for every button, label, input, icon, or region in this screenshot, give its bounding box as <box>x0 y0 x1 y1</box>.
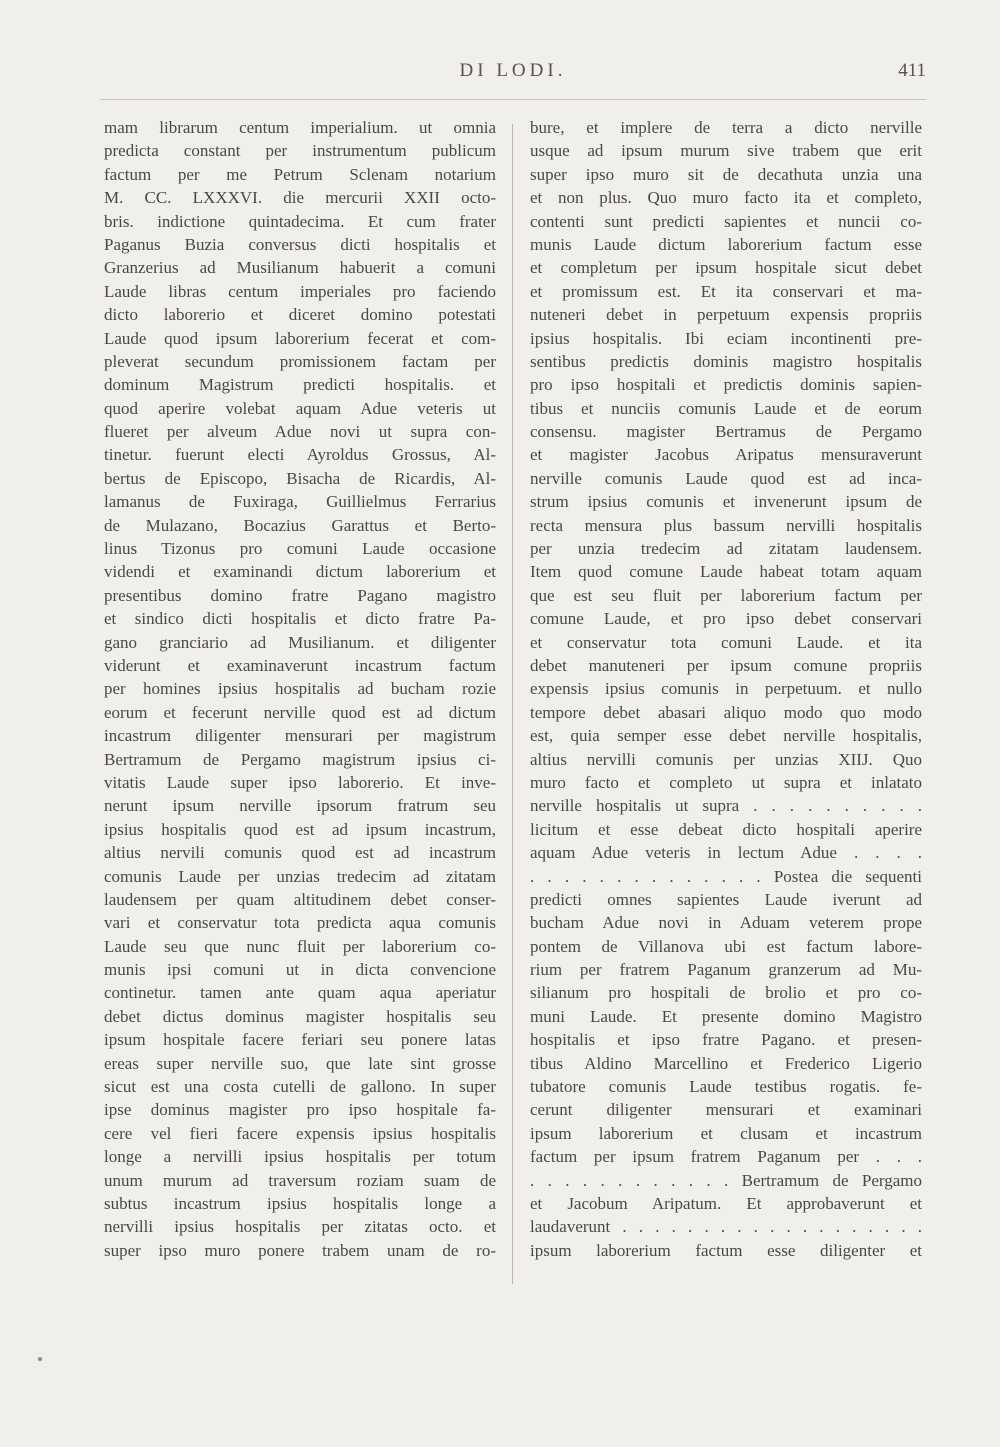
text-line: super ipso muro ponere trabem unam de ro- <box>104 1240 496 1260</box>
text-line: hospitalis et ipso fratre Pagano. et presen- <box>530 1030 922 1050</box>
text-line: nerunt ipsum nerville ipsorum fratrum seu <box>104 796 496 816</box>
text-line: et non plus. Quo muro facto ita et completo, <box>530 188 922 208</box>
text-line: comune Laude, et pro ipso debet conservari <box>530 609 922 629</box>
text-line: tubatore comunis Laude testibus rogatis. fe- <box>530 1077 922 1097</box>
text-line: et completum per ipsum hospitale sicut debet <box>530 258 922 278</box>
text-line: et magister Jacobus Aripatus mensuraverunt <box>530 445 922 465</box>
header-rule <box>100 99 926 100</box>
text-line: ipse dominus magister pro ipso hospitale fa- <box>104 1100 496 1120</box>
text-line: per homines ipsius hospitalis ad bucham rozie <box>104 679 496 699</box>
text-line: factum per me Petrum Sclenam notarium <box>104 164 496 184</box>
text-line: super ipso muro sit de decathuta unzia una <box>530 164 922 184</box>
column-divider <box>512 124 513 1284</box>
text-line: cerunt diligenter mensurari et examinari <box>530 1100 922 1120</box>
text-line: bris. indictione quintadecima. Et cum frater <box>104 211 496 231</box>
text-line: ipsum laborerium et clusam et incastrum <box>530 1123 922 1143</box>
text-line: et sindico dicti hospitalis et dicto fratre Pa- <box>104 609 496 629</box>
text-line: predicti omnes sapientes Laude iverunt ad <box>530 889 922 909</box>
text-line: Laude libras centum imperiales pro faciendo <box>104 281 496 301</box>
text-line: altius nervilli comunis per unzias XIIJ. Quo <box>530 749 922 769</box>
text-line: viderunt et examinaverunt incastrum factum <box>104 655 496 675</box>
text-line: sentibus predictis dominis magistro hospitalis <box>530 351 922 371</box>
text-line: M. CC. LXXXVI. die mercurii XXII octo- <box>104 188 496 208</box>
text-line: pleverat secundum promissionem factam per <box>104 351 496 371</box>
paper-speck <box>38 1357 42 1361</box>
text-line: nerville hospitalis ut supra . . . . . . . . . . <box>530 796 922 816</box>
text-line: et promissum est. Et ita conservari et ma- <box>530 281 922 301</box>
text-line: et Jacobum Aripatum. Et approbaverunt et <box>530 1193 922 1213</box>
text-line: longe a nervilli ipsius hospitalis per totum <box>104 1147 496 1167</box>
text-line: laudaverunt . . . . . . . . . . . . . . . . . . . <box>530 1217 922 1237</box>
text-line: gano granciario ad Musilianum. et diligenter <box>104 632 496 652</box>
text-line: dicto laborerio et diceret domino potestati <box>104 305 496 325</box>
text-line: flueret per alveum Adue novi ut supra con- <box>104 422 496 442</box>
text-line: Laude quod ipsum laborerium fecerat et com- <box>104 328 496 348</box>
text-line: est, quia semper esse debet nerville hospitalis, <box>530 726 922 746</box>
text-line: . . . . . . . . . . . . Bertramum de Pergamo <box>530 1170 922 1190</box>
text-line: muro facto et completo ut supra et inlatato <box>530 772 922 792</box>
text-line: licitum et esse debeat dicto hospitali aperire <box>530 819 922 839</box>
text-line: nervilli ipsius hospitalis per zitatas octo. et <box>104 1217 496 1237</box>
text-line: contenti sunt predicti sapientes et nuncii co- <box>530 211 922 231</box>
text-line: expensis ipsius comunis in perpetuum. et nullo <box>530 679 922 699</box>
text-line: de Mulazano, Bocazius Garattus et Berto- <box>104 515 496 535</box>
page-header <box>100 60 926 90</box>
text-line: continetur. tamen ante quam aqua aperiatur <box>104 983 496 1003</box>
text-line: laudensem per quam altitudinem debet conser- <box>104 889 496 909</box>
text-line: silianum pro hospitali de brolio et pro co- <box>530 983 922 1003</box>
text-line: ipsum hospitale facere feriari seu ponere latas <box>104 1030 496 1050</box>
text-line: quod aperire volebat aquam Adue veteris ut <box>104 398 496 418</box>
text-line: Item quod comune Laude habeat totam aquam <box>530 562 922 582</box>
text-line: Paganus Buzia conversus dicti hospitalis et <box>104 234 496 254</box>
text-line: que est seu fluit per laborerium factum per <box>530 585 922 605</box>
text-line: nerville comunis Laude quod est ad inca- <box>530 468 922 488</box>
text-line: ipsum laborerium factum esse diligenter et <box>530 1240 922 1260</box>
text-line: munis ipsi comuni ut in dicta convencione <box>104 960 496 980</box>
text-line: Laude seu que nunc fluit per laborerium co- <box>104 936 496 956</box>
text-line: linus Tizonus pro comuni Laude occasione <box>104 539 496 559</box>
text-line: unum murum ad traversum roziam suam de <box>104 1170 496 1190</box>
text-line: rium per fratrem Paganum granzerum ad Mu- <box>530 960 922 980</box>
text-line: altius nervili comunis quod est ad incastrum <box>104 843 496 863</box>
text-line: strum ipsius comunis et invenerunt ipsum de <box>530 492 922 512</box>
text-line: usque ad ipsum murum sive trabem que erit <box>530 141 922 161</box>
right-column <box>530 116 922 1262</box>
text-line: vari et conservatur tota predicta aqua comunis <box>104 913 496 933</box>
text-line: bure, et implere de terra a dicto nerville <box>530 118 922 137</box>
text-line: debet manuteneri per ipsum comune propriis <box>530 655 922 675</box>
text-line: incastrum diligenter mensurari per magistrum <box>104 726 496 746</box>
text-line: cere vel fieri facere expensis ipsius hospitalis <box>104 1123 496 1143</box>
text-line: tinetur. fuerunt electi Ayroldus Grossus, Al- <box>104 445 496 465</box>
text-line: . . . . . . . . . . . . . . Postea die sequenti <box>530 866 922 886</box>
text-line: per unzia tredecim ad zitatam laudensem. <box>530 539 922 559</box>
text-line: bertus de Episcopo, Bisacha de Ricardis, Al- <box>104 468 496 488</box>
text-line: bucham Adue novi in Aduam veterem prope <box>530 913 922 933</box>
text-line: Granzerius ad Musilianum habuerit a comuni <box>104 258 496 278</box>
text-line: mam librarum centum imperialium. ut omnia <box>104 118 496 137</box>
text-line: recta mensura plus bassum nervilli hospitalis <box>530 515 922 535</box>
text-line: muni Laude. Et presente domino Magistro <box>530 1006 922 1026</box>
left-column <box>104 116 496 1262</box>
page-number: 411 <box>898 60 926 81</box>
text-line: predicta constant per instrumentum publicum <box>104 141 496 161</box>
text-line: subtus incastrum ipsius hospitalis longe a <box>104 1193 496 1213</box>
text-line: vitatis Laude super ipso laborerio. Et inve- <box>104 772 496 792</box>
text-line: debet dictus dominus magister hospitalis seu <box>104 1006 496 1026</box>
text-line: pontem de Villanova ubi est factum labore- <box>530 936 922 956</box>
text-line: dominum Magistrum predicti hospitalis. et <box>104 375 496 395</box>
running-head: DI LODI. <box>459 60 567 81</box>
text-line: tibus Aldino Marcellino et Frederico Ligerio <box>530 1053 922 1073</box>
text-line: aquam Adue veteris in lectum Adue . . . . <box>530 843 922 863</box>
text-line: consensu. magister Bertramus de Pergamo <box>530 422 922 442</box>
text-line: videndi et examinandi dictum laborerium et <box>104 562 496 582</box>
text-line: tibus et nunciis comunis Laude et de eorum <box>530 398 922 418</box>
text-line: lamanus de Fuxiraga, Guillielmus Ferrarius <box>104 492 496 512</box>
text-line: ipsius hospitalis quod est ad ipsum incastrum, <box>104 819 496 839</box>
text-line: munis Laude dictum laborerium factum esse <box>530 234 922 254</box>
text-line: tempore debet abasari aliquo modo quo modo <box>530 702 922 722</box>
text-line: et conservatur tota comuni Laude. et ita <box>530 632 922 652</box>
text-line: presentibus domino fratre Pagano magistro <box>104 585 496 605</box>
text-line: nuteneri debet in perpetuum expensis propriis <box>530 305 922 325</box>
text-line: ereas super nerville suo, que late sint grosse <box>104 1053 496 1073</box>
text-line: factum per ipsum fratrem Paganum per . . . <box>530 1147 922 1167</box>
text-line: comunis Laude per unzias tredecim ad zitatam <box>104 866 496 886</box>
text-line: eorum et fecerunt nerville quod est ad dictum <box>104 702 496 722</box>
text-line: Bertramum de Pergamo magistrum ipsius ci- <box>104 749 496 769</box>
text-line: ipsius hospitalis. Ibi eciam incontinenti pre- <box>530 328 922 348</box>
text-line: pro ipso hospitali et predictis dominis sapien- <box>530 375 922 395</box>
text-line: sicut est una costa cutelli de gallono. In super <box>104 1077 496 1097</box>
